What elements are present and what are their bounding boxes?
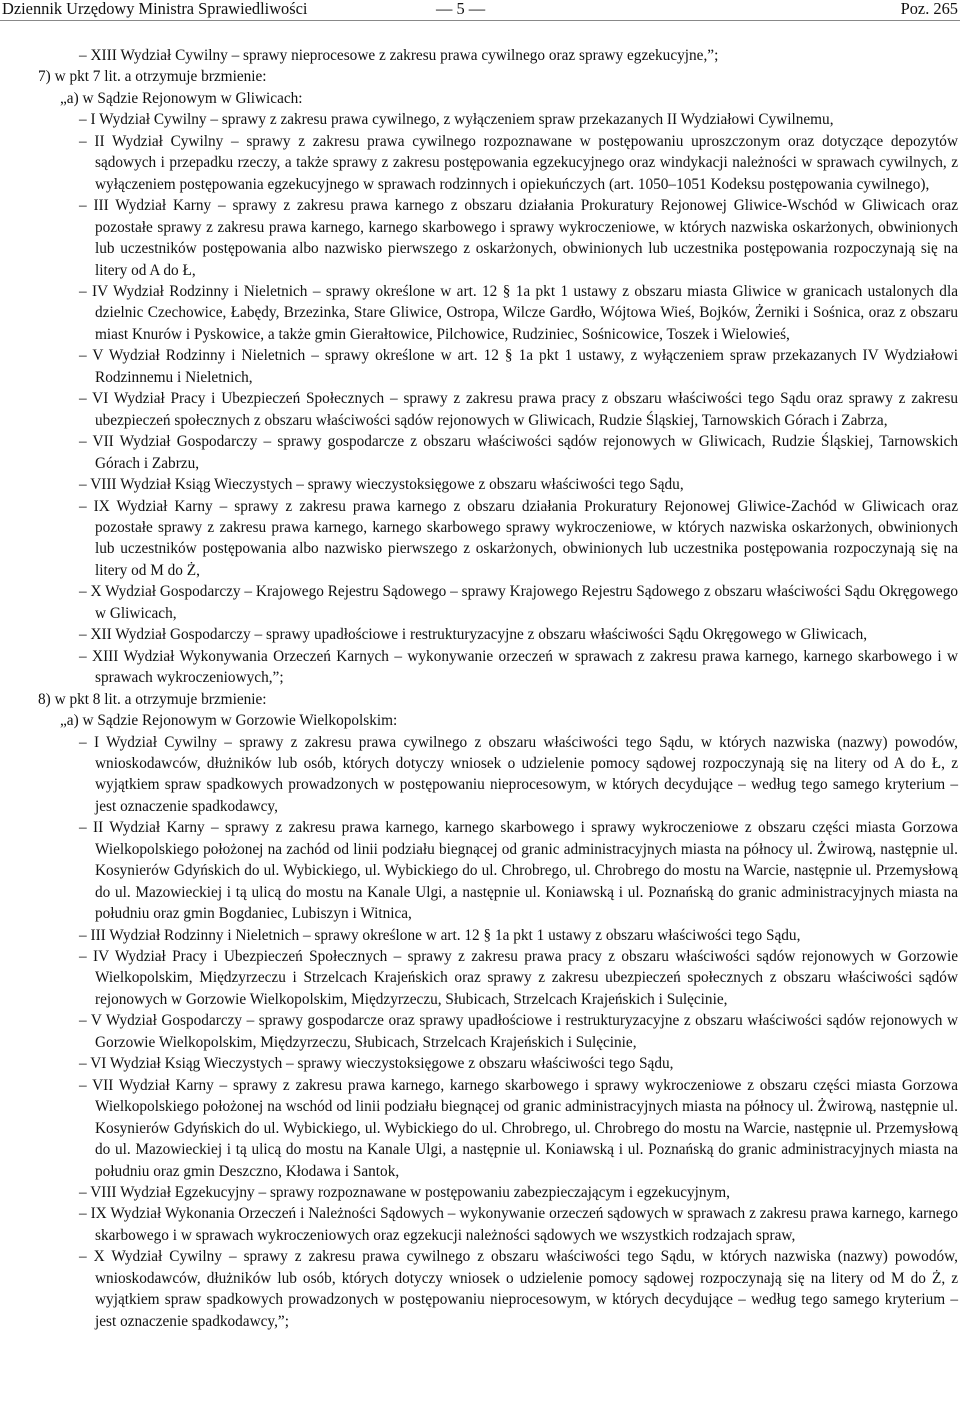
- list-item: – I Wydział Cywilny – sprawy z zakresu prawa cywilnego z obszaru właściwości tego Sądu, w których nazwiska (nazwy) powodów, wnioskodawców, dłużników lub osób, których dotyczy wniosek o udzielenie pomocy sądowej rozpoczynają się na litery od A do Ł, z wyjątkiem spraw spadkowych prowadzonych w postępowaniu nieprocesowym, w których decydujące – według tego samego kryterium – jest oznaczenie spadkodawcy,: [79, 733, 958, 815]
- list-item: – IX Wydział Wykonania Orzeczeń i Należności Sądowych – wykonywanie orzeczeń sądowych w sprawach z zakresu prawa karnego, karnego skarbowego i w sprawach wykroczeniowych oraz egzekucji należności sądowych we wszystkich rodzajach spraw,: [79, 1205, 958, 1244]
- list-item: – VII Wydział Karny – sprawy z zakresu prawa karnego, karnego skarbowego i sprawy wykroczeniowe z obszaru części miasta Gorzowa Wielkopolskiego położonej na wschód od linii podziału biegnącej od granic administracyjnych miasta na północy ul. Żwirową, następnie ul. Kosynierów Gdyńskich do ul. Wybickiego, ul. Wybickiego do ul. Chrobrego, ul. Chrobrego do mostu na Warcie, następnie ul. Przemysłową do ul. Mazowieckiej i tą ulicą do mostu na Kanale Ulgi, a następnie ul. Koniawską i ul. Poznańską do granic administracyjnych miasta na południu oraz gmin Deszczno, Kłodawa i Santok,: [79, 1076, 958, 1180]
- list-item: – VI Wydział Pracy i Ubezpieczeń Społecznych – sprawy z zakresu prawa pracy z obszaru właściwości tego Sądu oraz sprawy z zakresu ubezpieczeń społecznych z obszaru właściwości sądów rejonowych w Gliwicach, Rudzie Śląskiej, Tarnowskich Górach i Zabrza,: [79, 390, 958, 429]
- list-item: – II Wydział Karny – sprawy z zakresu prawa karnego, karnego skarbowego i sprawy wykroczeniowe z obszaru części miasta Gorzowa Wielkopolskiego położonej na zachód od linii podziału biegnącej od granic administracyjnych miasta na północy ul. Żwirową, następnie ul. Kosynierów Gdyńskich do ul. Wybickiego, ul. Wybickiego do ul. Chrobrego, ul. Chrobrego do mostu na Warcie, następnie ul. Przemysłową do ul. Mazowieckiej i tą ulicą do mostu na Kanale Ulgi, a następnie ul. Koniawską i ul. Poznańską do granic administracyjnych miasta na południu oraz gmin Bogdaniec, Lubiszyn i Witnica,: [79, 819, 958, 923]
- list-item: – XII Wydział Gospodarczy – sprawy upadłościowe i restrukturyzacyjne z obszaru właściwości Sądu Okręgowego w Gliwicach,: [79, 626, 868, 644]
- list-item: – VII Wydział Gospodarczy – sprawy gospodarcze z obszaru właściwości sądów rejonowych w Gliwicach, Rudzie Śląskiej, Tarnowskich Górach i Zabrzu,: [79, 433, 958, 472]
- list-item: – XIII Wydział Wykonywania Orzeczeń Karnych – wykonywanie orzeczeń w sprawach z zakresu prawa karnego, karnego skarbowego i w sprawach wykroczeniowych,”;: [79, 647, 958, 687]
- list-item: – XIII Wydział Cywilny – sprawy nieprocesowe z zakresu prawa cywilnego oraz sprawy egzekucyjne,”;: [79, 47, 719, 64]
- list-item: – VIII Wydział Egzekucyjny – sprawy rozpoznawane w postępowaniu zabezpieczającym i egzekucyjnym,: [79, 1184, 730, 1202]
- numbered-point: 7) w pkt 7 lit. a otrzymuje brzmienie:: [38, 68, 267, 86]
- list-item: – VI Wydział Ksiąg Wieczystych – sprawy wieczystoksięgowe z obszaru właściwości tego Sądu,: [79, 1055, 674, 1073]
- list-item: – I Wydział Cywilny – sprawy z zakresu prawa cywilnego, z wyłączeniem spraw przekazanych II Wydziałowi Cywilnemu,: [79, 111, 834, 129]
- numbered-point: 8) w pkt 8 lit. a otrzymuje brzmienie:: [38, 690, 267, 708]
- list-item: – IX Wydział Karny – sprawy z zakresu prawa karnego z obszaru działania Prokuratury Rejonowej Gliwice-Zachód w Gliwicach oraz pozostałe sprawy z zakresu prawa karnego, karnego skarbowego sprawy wykroczeniowe, w których nazwiska oskarżonych, obwinionych lub uczestników postępowania albo nazwisko pierwszego z oskarżonych, obwinionych lub uczestnika postępowania rozpoczynają się na litery od M do Ż,: [79, 497, 958, 579]
- journal-title: Dziennik Urzędowy Ministra Sprawiedliwości: [2, 0, 308, 18]
- list-item: – IV Wydział Rodzinny i Nieletnich – sprawy określone w art. 12 § 1a pkt 1 ustawy z obszaru miasta Gliwice w granicach ustalonych dla dzielnic Czechowice, Łabędy, Brzezinka, Stare Gliwice, Ostropa, Wilcze Gardło, Wójtowa Wieś, Bojków, Żerniki i Sośnica, oraz z obszaru miast Knurów i Pyskowice, a także gmin Gierałtowice, Pilchowice, Rudziniec, Sośnicowice, Toszek i Wielowieś,: [79, 282, 958, 343]
- list-item: – III Wydział Karny – sprawy z zakresu prawa karnego z obszaru działania Prokuratury Rejonowej Gliwice-Wschód w Gliwicach oraz pozostałe sprawy z zakresu prawa karnego, karnego skarbowego i sprawy wykroczeniowe, w których nazwiska oskarżonych, obwinionych lub uczestników postępowania albo nazwisko pierwszego z oskarżonych, obwinionych lub uczestnika postępowania rozpoczynają się na litery od A do Ł,: [79, 197, 958, 279]
- document-body: [0, 45, 958, 1332]
- list-item: – X Wydział Gospodarczy – Krajowego Rejestru Sądowego – sprawy Krajowego Rejestru Sądowego z obszaru właściwości Sądu Okręgowego w Gliwicach,: [79, 583, 958, 622]
- list-item: – V Wydział Rodzinny i Nieletnich – sprawy określone w art. 12 § 1a pkt 1 ustawy, z wyłączeniem spraw przekazanych IV Wydziałowi Rodzinnemu i Nieletnich,: [79, 347, 958, 386]
- position-number: Poz. 265: [900, 0, 958, 18]
- header-rule: [0, 20, 960, 21]
- page-header: [0, 0, 960, 24]
- list-item: – V Wydział Gospodarczy – sprawy gospodarcze oraz sprawy upadłościowe i restrukturyzacyjne z obszaru właściwości sądów rejonowych w Gorzowie Wielkopolskim, Międzyrzeczu, Słubicach, Strzelcach Krajeńskich i Sulęcinie,: [79, 1012, 958, 1051]
- page-number: — 5 —: [436, 0, 486, 18]
- list-item: – II Wydział Cywilny – sprawy z zakresu prawa cywilnego rozpoznawane w postępowaniu uproszczonym oraz dotyczące depozytów sądowych i przepadku rzeczy, a także sprawy z zakresu postępowania egzekucyjnego oraz windykacji należności w sprawach cywilnych, z wyłączeniem postępowania egzekucyjnego w sprawach rodzinnych i opiekuńczych (art. 1050–1051 Kodeksu postępowania cywilnego),: [79, 132, 958, 193]
- sub-point: „a) w Sądzie Rejonowym w Gorzowie Wielkopolskim:: [60, 712, 398, 730]
- list-item: – VIII Wydział Ksiąg Wieczystych – sprawy wieczystoksięgowe z obszaru właściwości tego Sądu,: [79, 476, 684, 494]
- list-item: – IV Wydział Pracy i Ubezpieczeń Społecznych – sprawy z zakresu prawa pracy z obszaru właściwości sądów rejonowych w Gorzowie Wielkopolskim, Międzyrzeczu i Strzelcach Krajeńskich oraz sprawy z zakresu ubezpieczeń społecznych z obszaru właściwości sądów rejonowych w Gorzowie Wielkopolskim, Międzyrzeczu, Słubicach, Strzelcach Krajeńskich i Sulęcinie,: [79, 948, 958, 1008]
- list-item: – III Wydział Rodzinny i Nieletnich – sprawy określone w art. 12 § 1a pkt 1 ustawy z obszaru właściwości tego Sądu,: [79, 926, 801, 944]
- sub-point: „a) w Sądzie Rejonowym w Gliwicach:: [60, 89, 303, 107]
- list-item: – X Wydział Cywilny – sprawy z zakresu prawa cywilnego z obszaru właściwości tego Sądu, w których nazwiska (nazwy) powodów, wnioskodawców, dłużników lub osób, których dotyczy wniosek o udzielenie pomocy sądowej rozpoczynają się na litery od M do Ż, z wyjątkiem spraw spadkowych prowadzonych w postępowaniu nieprocesowym, w których decydujące – według tego samego kryterium – jest oznaczenie spadkodawcy,”;: [79, 1248, 958, 1330]
